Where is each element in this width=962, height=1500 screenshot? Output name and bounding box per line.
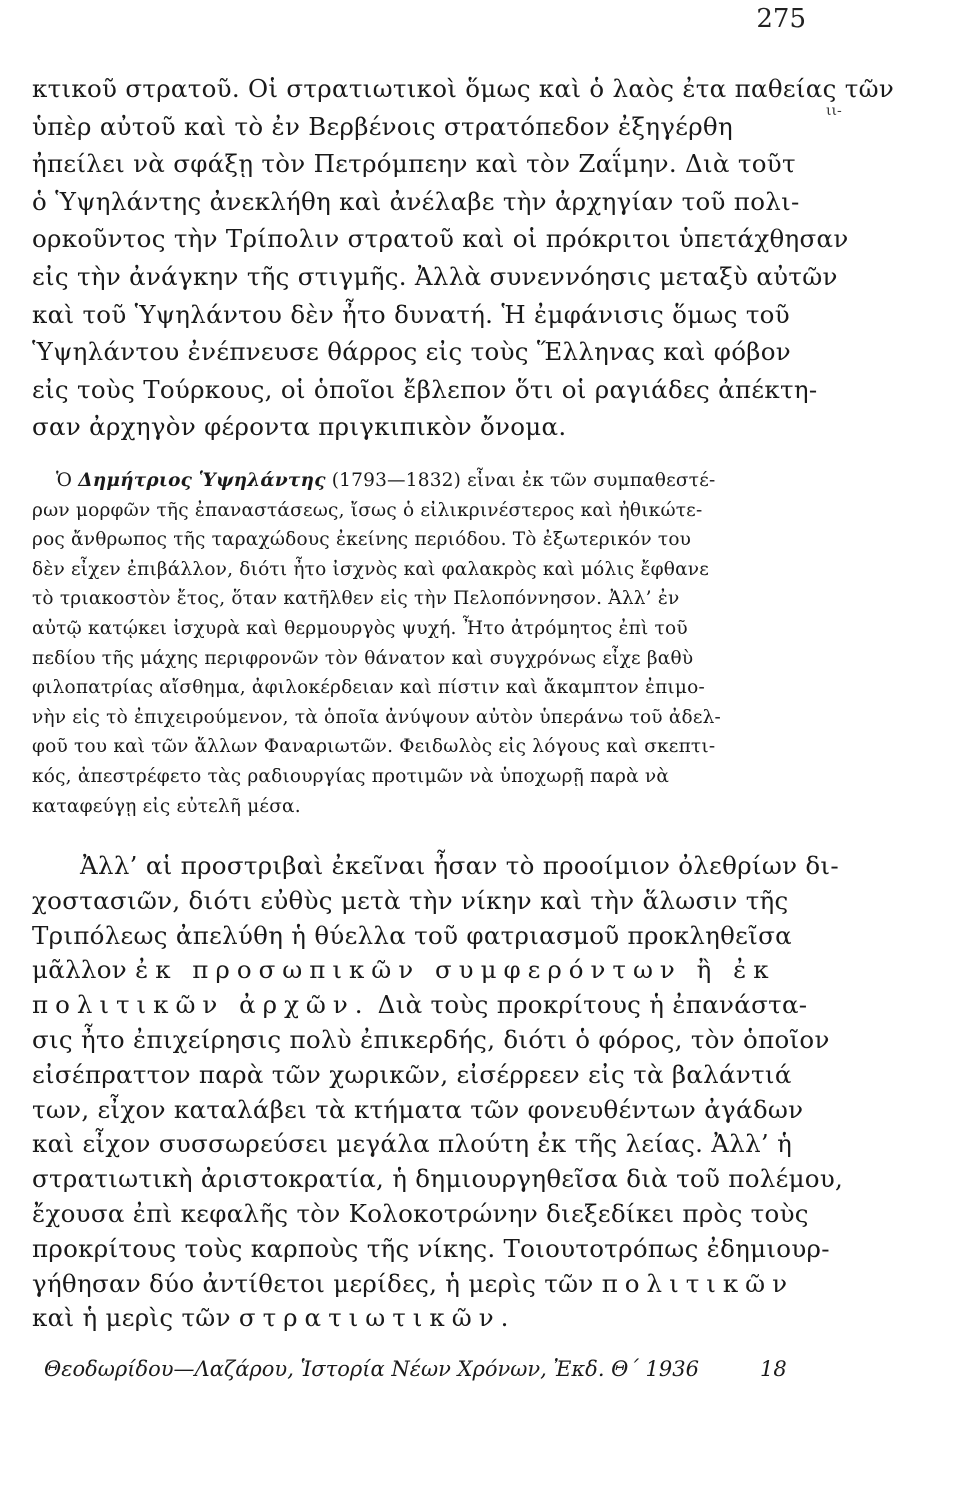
text-line: ὑπὲρ αὐτοῦ καὶ τὸ ἐν Βερβένοις στρατόπεδον ἐξηγέρθη [32, 111, 733, 141]
note-line: νὴν εἰς τὸ ἐπιχειρούμενον, τὰ ὁποῖα ἀνύψουν αὐτὸν ὑπεράνω τοῦ ἀδελ- [32, 706, 722, 728]
spaced-text: πολιτικῶν [601, 1268, 795, 1298]
footer-source: Θεοδωρίδου—Λαζάρου, Ἱστορία Νέων Χρόνων, Ἐκδ. Θ΄ 1936 [44, 1357, 699, 1381]
note-line: αὐτῷ κατῴκει ἰσχυρὰ καὶ θερμουργὸς ψυχή. Ἦτο ἀτρόμητος ἐπὶ τοῦ [32, 617, 688, 639]
text-line: ἔχουσα ἐπὶ κεφαλῆς τὸν Κολοκοτρώνην διεξεδίκει πρὸς τοὺς [32, 1198, 809, 1228]
spaced-text: πολιτικῶν ἀρχῶν. [32, 990, 370, 1020]
text-line [32, 953, 832, 988]
note-prefix: Ὁ [56, 470, 79, 491]
text-line: στρατιωτικὴ ἀριστοκρατία, ἡ δημιουργηθεῖσα διὰ τοῦ πολέμου, [32, 1164, 844, 1194]
text-segment: γήθησαν δύο ἀντίθετοι μερίδες, ἡ μερὶς τῶν [32, 1268, 602, 1298]
note-line: δὲν εἶχεν ἐπιβάλλον, διότι ἦτο ἰσχνὸς καὶ φαλακρὸς καὶ μόλις ἔφθανε [32, 558, 710, 580]
note-line: φοῦ του καὶ τῶν ἄλλων Φαναριωτῶν. Φειδωλὸς εἰς λόγους καὶ σκεπτι- [32, 736, 716, 758]
note-line: ρος ἄνθρωπος τῆς ταραχώδους ἐκείνης περιόδου. Τὸ ἐξωτερικόν του [32, 529, 692, 551]
text-line: Τριπόλεως ἀπελύθη ἡ θύελλα τοῦ φατριασμοῦ προκληθεῖσα [32, 920, 792, 950]
spaced-text: στρατιωτικῶν. [238, 1303, 516, 1333]
margin-note: ιι- [826, 103, 842, 119]
text-line: καὶ τοῦ Ὑψηλάντου δὲν ἦτο δυνατή. Ἡ ἐμφάνισις ὅμως τοῦ [32, 299, 790, 329]
text-line: εἰς τοὺς Τούρκους, οἱ ὁποῖοι ἔβλεπον ὅτι οἱ ραγιάδες ἀπέκτη- [32, 374, 818, 404]
text-segment: καὶ ἡ μερὶς τῶν [32, 1303, 239, 1333]
text-line: ορκοῦντος τὴν Τρίπολιν στρατοῦ καὶ οἱ πρόκριτοι ὑπετάχθησαν [32, 224, 849, 254]
text-line: χοστασιῶν, διότι εὐθὺς μετὰ τὴν νίκην καὶ τὴν ἅλωσιν τῆς [32, 885, 789, 915]
note-line: κός, ἀπεστρέφετο τὰς ραδιουργίας προτιμῶν νὰ ὑποχωρῇ παρὰ νὰ [32, 765, 670, 787]
paragraph-2 [32, 849, 844, 1336]
text-line [32, 1267, 832, 1302]
text-line: ὁ Ὑψηλάντης ἀνεκλήθη καὶ ἀνέλαβε τὴν ἀρχηγίαν τοῦ πολι- [32, 186, 800, 216]
text-line [32, 988, 832, 1023]
note-line: πεδίου τῆς μάχης περιφρονῶν τὸν θάνατον καὶ συγχρόνως εἶχε βαθὺ [32, 647, 694, 669]
page-number: 275 [756, 4, 806, 34]
text-line: σις ἦτο ἐπιχείρησις πολὺ ἐπικερδής, διότι ὁ φόρος, τὸν ὁποῖον [32, 1024, 830, 1054]
note-suffix: (1793—1832) εἶναι ἐκ τῶν συμπαθεστέ- [325, 470, 716, 491]
text-line: προκρίτους τοὺς καρποὺς τῆς νίκης. Τοιουτοτρόπως ἐδημιουρ- [32, 1233, 830, 1263]
footer [44, 1357, 864, 1381]
text-segment: Διὰ τοὺς προκρίτους ἡ ἐπανάστα- [369, 990, 808, 1020]
note-first-line [32, 466, 832, 496]
text-line: σαν ἀρχηγὸν φέροντα πριγκιπικὸν ὄνομα. [32, 412, 567, 442]
text-segment: μᾶλλον [32, 955, 136, 985]
note-line: φιλοπατρίας αἴσθημα, ἀφιλοκέρδειαν καὶ πίστιν καὶ ἄκαμπτον ἐπιμο- [32, 677, 705, 699]
text-line: καὶ εἶχον συσσωρεύσει μεγάλα πλούτη ἐκ τῆς λείας. Ἀλλ’ ἡ [32, 1129, 793, 1159]
spaced-text: ἐκ προσωπικῶν συμφερόντων ἢ ἐκ [135, 955, 776, 985]
text-line: των, εἶχον καταλάβει τὰ κτήματα τῶν φονευθέντων ἀγάδων [32, 1094, 804, 1124]
text-line [32, 1301, 832, 1336]
text-line: Ὑψηλάντου ἐνέπνευσε θάρρος εἰς τοὺς Ἕλληνας καὶ φόβον [32, 337, 791, 367]
text-line: ἠπείλει νὰ σφάξῃ τὸν Πετρόμπεην καὶ τὸν Ζαΐμην. Διὰ τοῦτ [32, 149, 796, 179]
text-line: εἰς τὴν ἀνάγκην τῆς στιγμῆς. Ἀλλὰ συνεννόησις μεταξὺ αὐτῶν [32, 261, 838, 291]
text-line: κτικοῦ στρατοῦ. Οἱ στρατιωτικοὶ ὅμως καὶ ὁ λαὸς ἐτα παθείας τῶν [32, 74, 895, 103]
note-line: ρων μορφῶν τῆς ἐπαναστάσεως, ἴσως ὁ εἰλικρινέστερος καὶ ἠθικώτε- [32, 499, 703, 521]
note-line: τὸ τριακοστὸν ἔτος, ὅταν κατῆλθεν εἰς τὴν Πελοπόννησον. Ἀλλ’ ἐν [32, 588, 680, 610]
text-line: εἰσέπραττον παρὰ τῶν χωρικῶν, εἰσέρρεεν εἰς τὰ βαλάντιά [32, 1059, 792, 1089]
note-person-name: Δημήτριος Ὑψηλάντης [78, 470, 326, 491]
note-line: καταφεύγῃ εἰς εὐτελῆ μέσα. [32, 795, 301, 817]
footer-sheet-number: 18 [760, 1357, 787, 1381]
text-line: Ἀλλ’ αἱ προστριβαὶ ἐκεῖναι ἦσαν τὸ προοίμιον ὀλεθρίων δι- [80, 851, 839, 880]
biographical-note [32, 466, 832, 821]
